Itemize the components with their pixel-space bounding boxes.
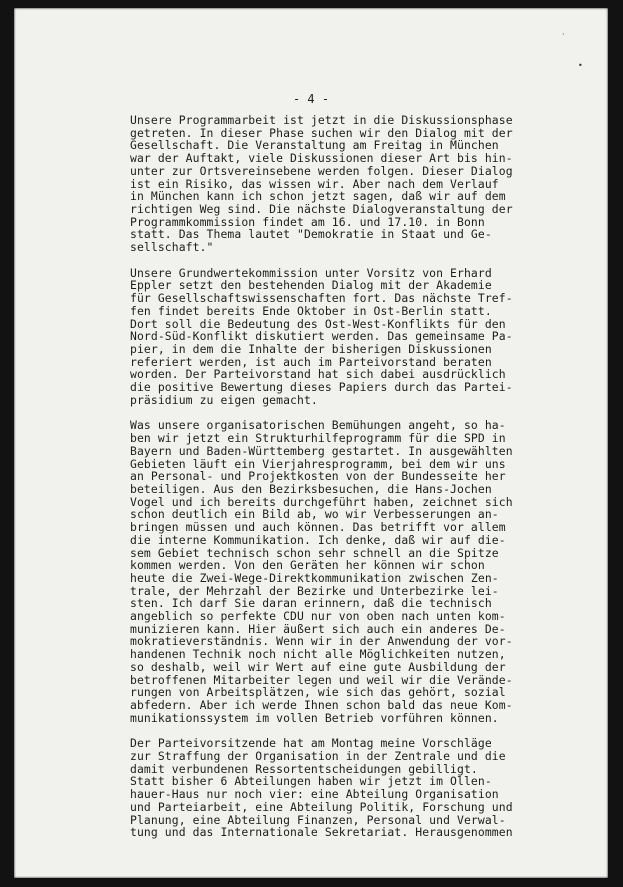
text-line: referiert werden, ist auch im Parteivorstand beraten <box>130 354 492 369</box>
text-line: war der Auftakt, viele Diskussionen dieser Art bis hin- <box>130 151 513 166</box>
text-line: hauer-Haus nur noch vier: eine Abteilung Organisation <box>130 787 499 802</box>
text-line: ist ein Risiko, das wissen wir. Aber nach dem Verlauf <box>130 176 499 191</box>
text-line: Bayern und Baden-Württemberg gestartet. In ausgewählten <box>130 443 513 458</box>
text-line: präsidium zu eigen gemacht. <box>130 392 318 407</box>
text-line: sten. Ich darf Sie daran erinnern, daß die technisch <box>130 596 492 611</box>
text-line: Unsere Programmarbeit ist jetzt in die Diskussionsphase <box>130 113 513 127</box>
text-line: heute die Zwei-Wege-Direktkommunikation zwischen Zen- <box>130 570 499 585</box>
text-line: damit verbundenen Ressortentscheidungen gebilligt. <box>130 761 478 776</box>
text-line: abfedern. Aber ich werde Ihnen schon bald das neue Kom- <box>130 697 513 712</box>
text-line: statt. Das Thema lautet "Demokratie in Staat und Ge- <box>130 227 492 242</box>
paragraph-4 <box>130 737 550 839</box>
text-line: die positive Bewertung dieses Papiers durch das Partei- <box>130 380 513 395</box>
body-text <box>130 114 550 852</box>
text-line: richtigen Weg sind. Die nächste Dialogveranstaltung der <box>130 201 513 216</box>
text-line: zur Straffung der Organisation in der Zentrale und die <box>130 749 506 764</box>
text-line: Programmkommission findet am 16. und 17.10. in Bonn <box>130 214 485 229</box>
text-line: Vogel und ich bereits durchgeführt haben, zeichnet sich <box>130 494 513 509</box>
text-line: rungen von Arbeitsplätzen, wie sich das gehört, sozial <box>130 685 506 700</box>
text-line: beteiligen. Aus den Bezirksbesuchen, die Hans-Jochen <box>130 481 492 496</box>
text-line: getreten. In dieser Phase suchen wir den Dialog mit der <box>130 125 513 140</box>
text-line: munikationssystem im vollen Betrieb vorführen können. <box>130 710 499 725</box>
text-line: Unsere Grundwertekommission unter Vorsitz von Erhard <box>130 265 492 280</box>
text-line: schon deutlich ein Bild ab, wo wir Verbesserungen an- <box>130 507 499 522</box>
text-line: Nord-Süd-Konflikt diskutiert werden. Das gemeinsame Pa- <box>130 329 513 344</box>
page-number: - 4 - <box>292 92 330 106</box>
text-line: handenen Technik noch nicht alle Möglichkeiten nutzen, <box>130 647 506 662</box>
scan-speck: · <box>562 30 565 39</box>
text-line: tung und das Internationale Sekretariat. Herausgenommen <box>130 825 513 840</box>
text-line: pier, in dem die Inhalte der bisherigen Diskussionen <box>130 341 492 356</box>
text-line: für Gesellschaftswissenschaften fort. Das nächste Tref- <box>130 291 513 306</box>
text-line: Gesellschaft. Die Veranstaltung am Freitag in München <box>130 138 499 153</box>
text-line: Gebieten läuft ein Vierjahresprogramm, bei dem wir uns <box>130 456 506 471</box>
text-line: betroffenen Mitarbeiter legen und weil wir die Verände- <box>130 672 513 687</box>
scan-speck: • <box>578 61 583 70</box>
text-line: Planung, eine Abteilung Finanzen, Personal und Verwal- <box>130 812 506 827</box>
text-line: die interne Kommunikation. Ich denke, daß wir auf die- <box>130 532 506 547</box>
text-line: in München kann ich schon jetzt sagen, daß wir auf dem <box>130 189 506 204</box>
text-line: sem Gebiet technisch schon sehr schnell an die Spitze <box>130 545 499 560</box>
text-line: kommen werden. Von den Geräten her können wir schon <box>130 558 485 573</box>
text-line: ben wir jetzt ein Strukturhilfeprogramm für die SPD in <box>130 431 506 446</box>
text-line: Statt bisher 6 Abteilungen haben wir jetzt im Ollen- <box>130 774 492 789</box>
text-line: Eppler setzt den bestehenden Dialog mit der Akademie <box>130 278 492 293</box>
text-line: Der Parteivorsitzende hat am Montag meine Vorschläge <box>130 736 492 751</box>
text-line: angeblich so perfekte CDU nur von oben nach unten kom- <box>130 609 506 624</box>
text-line: mokratieverständnis. Wenn wir in der Anwendung der vor- <box>130 634 513 649</box>
paragraph-3 <box>130 419 550 724</box>
text-line: Was unsere organisatorischen Bemühungen angeht, so ha- <box>130 418 506 433</box>
paragraph-1 <box>130 114 550 254</box>
paragraph-2 <box>130 267 550 407</box>
text-line: unter zur Ortsvereinsebene werden folgen. Dieser Dialog <box>130 163 513 178</box>
text-line: worden. Der Parteivorstand hat sich dabei ausdrücklich <box>130 367 506 382</box>
text-line: bringen müssen und auch können. Das betrifft vor allem <box>130 520 506 535</box>
text-line: fen findet bereits Ende Oktober in Ost-Berlin statt. <box>130 303 492 318</box>
text-line: und Parteiarbeit, eine Abteilung Politik, Forschung und <box>130 799 513 814</box>
text-line: munizieren kann. Hier äußert sich auch ein anderes De- <box>130 621 506 636</box>
text-line: so deshalb, weil wir Wert auf eine gute Ausbildung der <box>130 659 506 674</box>
text-line: an Personal- und Projektkosten von der Bundesseite her <box>130 469 506 484</box>
text-line: sellschaft." <box>130 240 214 255</box>
document-page <box>14 8 608 878</box>
text-line: trale, der Mehrzahl der Bezirke und Unterbezirke lei- <box>130 583 499 598</box>
text-line: Dort soll die Bedeutung des Ost-West-Konflikts für den <box>130 316 506 331</box>
